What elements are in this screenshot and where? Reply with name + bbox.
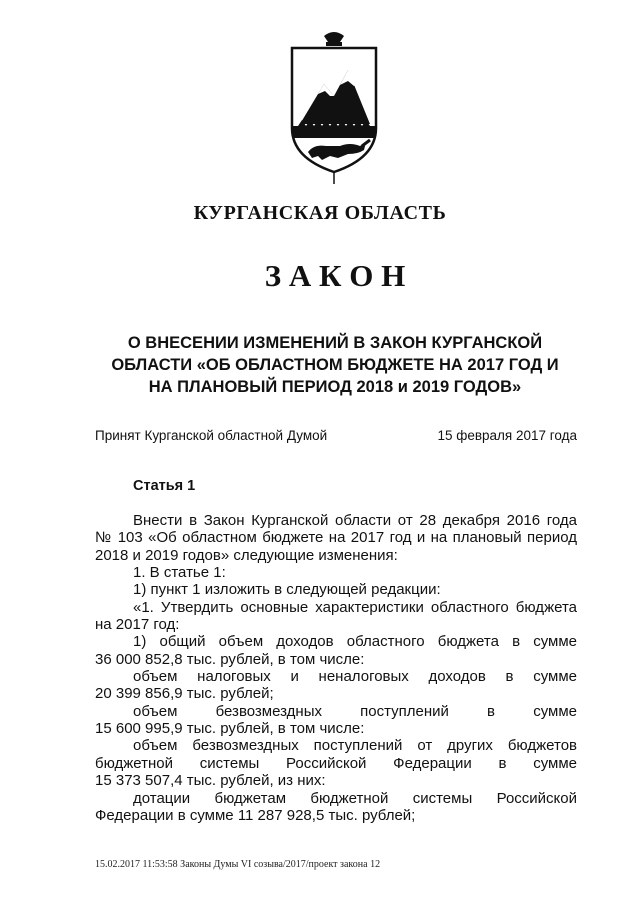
article-heading: Статья 1 — [133, 478, 196, 494]
text-line: № 103 «Об областном бюджете на 2017 год и на плановый период — [95, 529, 577, 547]
adoption-date: 15 февраля 2017 года — [437, 428, 577, 443]
text-line: 1) общий объем доходов областного бюджета в сумме — [133, 633, 577, 651]
text-line: объем безвозмездных поступлений в сумме — [133, 702, 577, 720]
adopted-by: Принят Курганской областной Думой — [95, 428, 328, 443]
text-line: 36 000 852,8 тыс. рублей, в том числе: — [95, 650, 365, 668]
law-title-line: ОБЛАСТИ «ОБ ОБЛАСТНОМ БЮДЖЕТЕ НА 2017 ГОД И — [111, 356, 559, 374]
footer-stamp: 15.02.2017 11:53:58 Законы Думы VI созыва/2017/проект закона 12 — [95, 859, 381, 870]
text-line: Федерации в сумме 11 287 928,5 тыс. рублей; — [95, 806, 416, 824]
text-line: объем налоговых и неналоговых доходов в сумме — [133, 668, 577, 686]
text-line: дотации бюджетам бюджетной системы Российской — [133, 789, 577, 807]
text-line: на 2017 год: — [95, 616, 180, 634]
text-line: 2018 и 2019 годов» следующие изменения: — [95, 546, 398, 564]
text-line: Внести в Закон Курганской области от 28 декабря 2016 года — [133, 512, 577, 529]
coat-of-arms-icon — [278, 28, 390, 186]
text-line: 20 399 856,9 тыс. рублей; — [95, 685, 274, 703]
text-line: объем безвозмездных поступлений от других бюджетов — [133, 737, 577, 755]
region-heading: КУРГАНСКАЯ ОБЛАСТЬ — [193, 202, 447, 224]
document-type: З А К О Н — [264, 258, 406, 293]
law-title-line: НА ПЛАНОВЫЙ ПЕРИОД 2018 и 2019 ГОДОВ» — [148, 378, 522, 396]
adoption-line — [95, 428, 577, 443]
text-line: 15 600 995,9 тыс. рублей, в том числе: — [95, 720, 365, 738]
text-line: бюджетной системы Российской Федерации в сумме — [95, 754, 577, 772]
law-title — [0, 332, 640, 398]
article-body — [95, 512, 577, 824]
law-title-line: О ВНЕСЕНИИ ИЗМЕНЕНИЙ В ЗАКОН КУРГАНСКОЙ — [127, 334, 543, 352]
text-line: «1. Утвердить основные характеристики областного бюджета — [133, 598, 577, 616]
text-line: 1. В статье 1: — [133, 564, 226, 582]
text-line: 15 373 507,4 тыс. рублей, из них: — [95, 772, 326, 790]
text-line: 1) пункт 1 изложить в следующей редакции: — [133, 581, 441, 599]
